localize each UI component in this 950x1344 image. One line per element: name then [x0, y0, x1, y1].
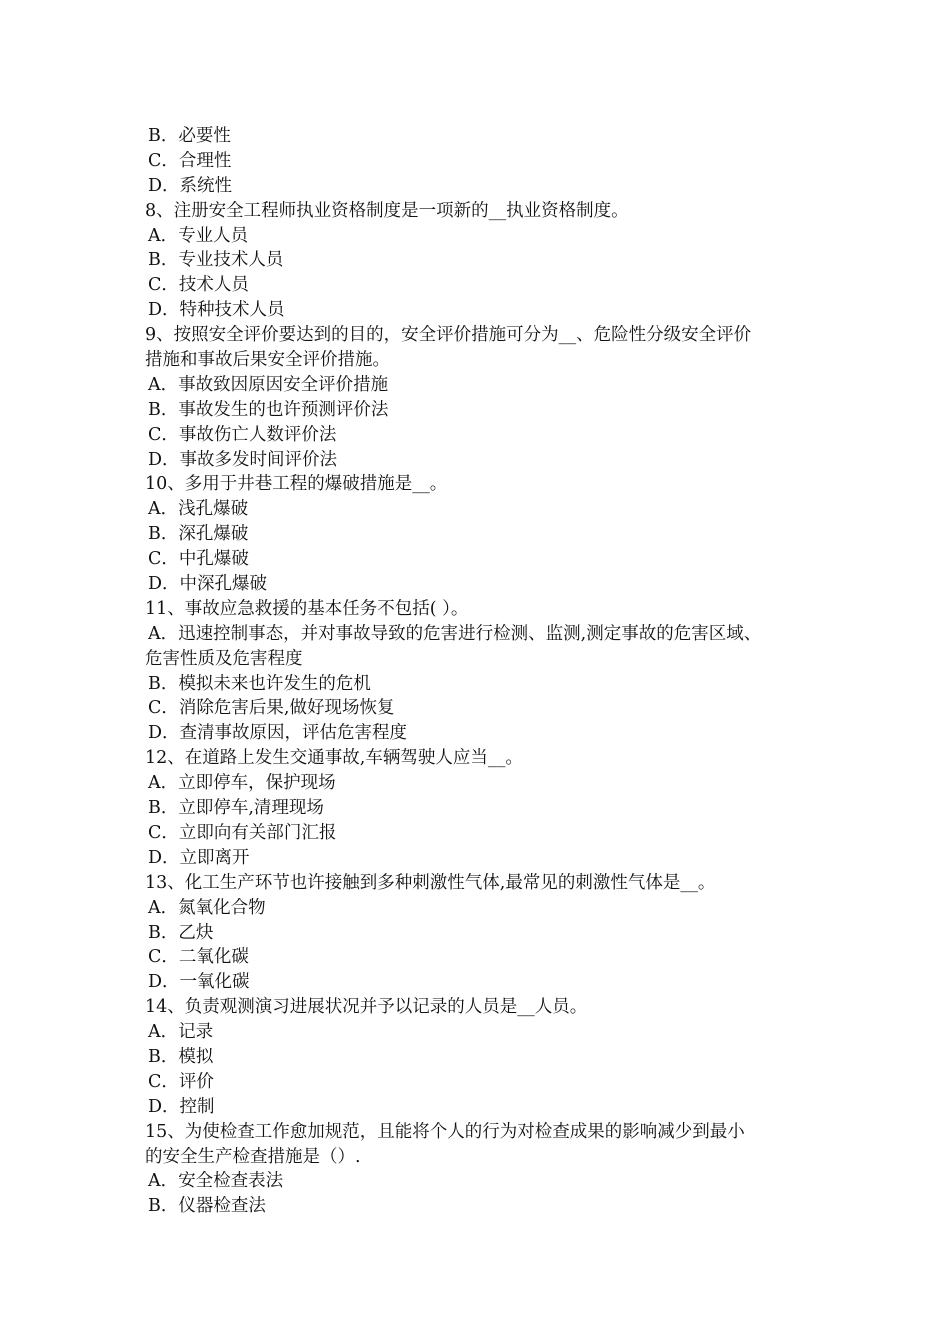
answer-option: C．事故伤亡人数评价法 [148, 424, 337, 445]
answer-option: B．深孔爆破 [148, 524, 249, 545]
answer-option: A．氮氧化合物 [148, 897, 266, 918]
answer-option: C．合理性 [148, 150, 232, 171]
answer-option: B．立即停车,清理现场 [148, 798, 324, 819]
question-stem: 14、负责观测演习进展状况并予以记录的人员是__人员。 [145, 997, 588, 1018]
answer-option: A．浅孔爆破 [148, 499, 249, 520]
question-stem: 10、多用于井巷工程的爆破措施是__。 [145, 474, 448, 495]
text-continuation: 危害性质及危害程度 [145, 648, 303, 669]
answer-option: B．专业技术人员 [148, 250, 284, 271]
answer-option: A．专业人员 [148, 225, 249, 246]
answer-option: B．模拟未来也许发生的危机 [148, 673, 371, 694]
answer-option: B．必要性 [148, 126, 231, 146]
answer-option: B．模拟 [148, 1046, 214, 1067]
answer-option: C．立即向有关部门汇报 [148, 822, 337, 843]
question-stem: 8、注册安全工程师执业资格制度是一项新的__执业资格制度。 [145, 200, 629, 221]
question-stem: 13、化工生产环节也许接触到多种刺激性气体,最常见的刺激性气体是__。 [145, 872, 716, 893]
answer-option: A．立即停车，保护现场 [148, 773, 336, 794]
answer-option: A．事故致因原因安全评价措施 [148, 374, 389, 395]
answer-option: D．特种技术人员 [148, 300, 285, 321]
answer-option: B．事故发生的也许预测评价法 [148, 399, 389, 420]
question-stem: 15、为使检查工作愈加规范，且能将个人的行为对检查成果的影响减少到最小 [145, 1121, 745, 1142]
answer-option: C．技术人员 [148, 275, 249, 296]
question-stem: 12、在道路上发生交通事故,车辆驾驶人应当__。 [145, 748, 523, 769]
answer-option: D．中深孔爆破 [148, 574, 268, 595]
answer-option: B．乙炔 [148, 922, 214, 943]
exam-text-body [145, 124, 835, 1219]
answer-option: D．一氧化碳 [148, 972, 250, 993]
answer-option: D．事故多发时间评价法 [148, 449, 338, 470]
text-continuation: 措施和事故后果安全评价措施。 [145, 350, 390, 371]
text-continuation: 的安全生产检查措施是（）. [145, 1146, 361, 1167]
answer-option: D．控制 [148, 1096, 215, 1117]
answer-option: D．查清事故原因，评估危害程度 [148, 723, 408, 744]
answer-option: D．立即离开 [148, 847, 250, 868]
question-stem: 9、按照安全评价要达到的目的，安全评价措施可分为__、危险性分级安全评价 [145, 325, 752, 346]
answer-option: D．系统性 [148, 175, 233, 196]
answer-option: C．消除危害后果,做好现场恢复 [148, 698, 395, 719]
answer-option: A．安全检查表法 [148, 1171, 284, 1192]
answer-option: B．仪器检查法 [148, 1196, 266, 1217]
answer-option: C．二氧化碳 [148, 947, 249, 968]
answer-option: A．记录 [148, 1022, 214, 1043]
answer-option: C．中孔爆破 [148, 549, 249, 570]
answer-option: A．迅速控制事态，并对事故导致的危害进行检测、监测,测定事故的危害区域、 [148, 623, 762, 644]
answer-option: C．评价 [148, 1071, 214, 1092]
question-stem: 11、事故应急救援的基本任务不包括( ）。 [145, 598, 469, 619]
